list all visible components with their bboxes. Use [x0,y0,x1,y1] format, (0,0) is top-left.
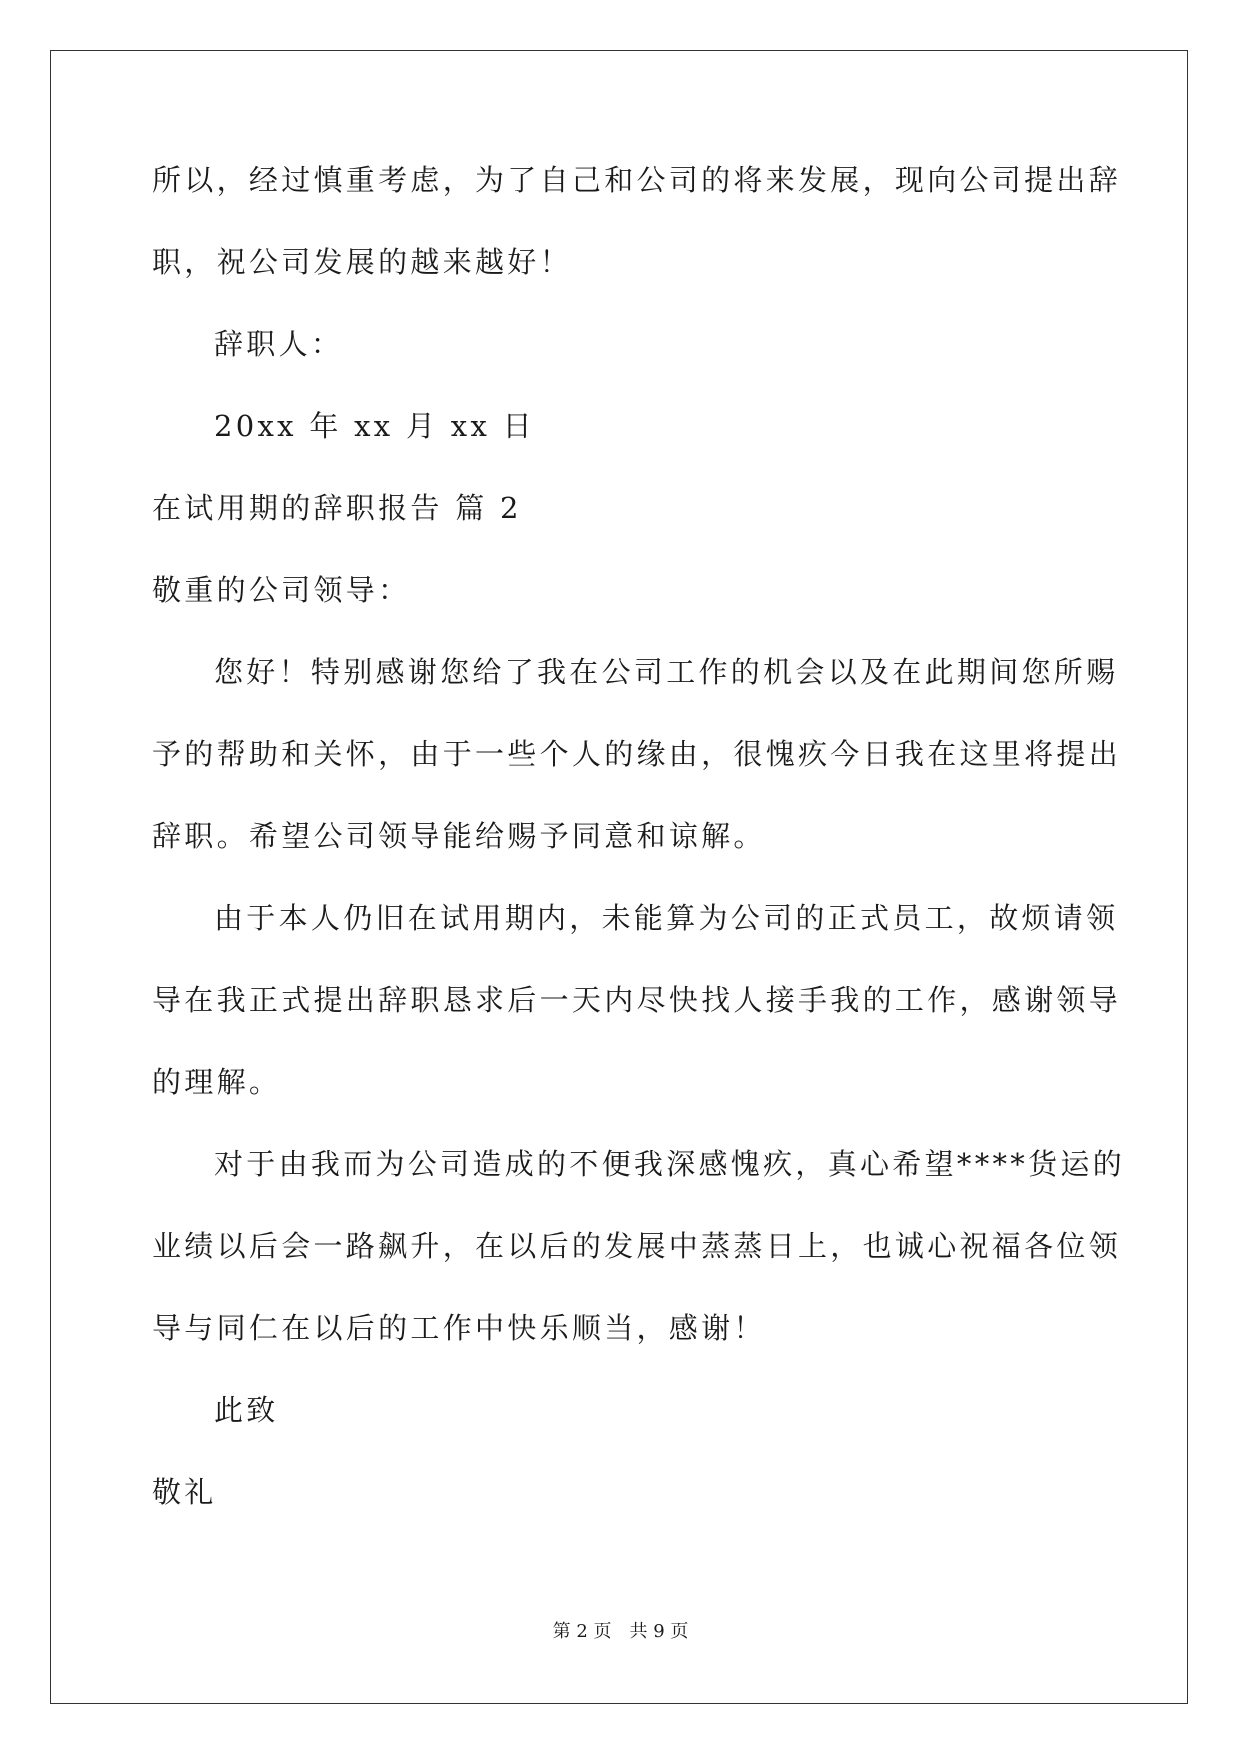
paragraph-line: 对于由我而为公司造成的不便我深感愧疚，真心希望****货运的 [214,1147,1126,1181]
paragraph-line: 业绩以后会一路飙升，在以后的发展中蒸蒸日上，也诚心祝福各位领 [152,1229,1122,1263]
date-line: 20xx 年 xx 月 xx 日 [214,409,535,443]
paragraph-line: 您好！特别感谢您给了我在公司工作的机会以及在此期间您所赐 [214,655,1119,689]
paragraph-line: 导与同仁在以后的工作中快乐顺当，感谢！ [152,1311,766,1345]
salutation: 敬重的公司领导： [152,573,411,607]
page-border [50,50,1188,1704]
closing-phrase: 此致 [214,1393,279,1427]
closing-salute: 敬礼 [152,1475,217,1509]
section-title: 在试用期的辞职报告 篇 2 [152,491,522,525]
paragraph-line: 导在我正式提出辞职恳求后一天内尽快找人接手我的工作，感谢领导 [152,983,1122,1017]
paragraph-line: 所以，经过慎重考虑，为了自己和公司的将来发展，现向公司提出辞 [152,163,1122,197]
paragraph-line: 辞职。希望公司领导能给赐予同意和谅解。 [152,819,766,853]
paragraph-line: 的理解。 [152,1065,282,1099]
page-total: 共 9 页 [629,1621,689,1642]
page-footer [0,1620,1241,1644]
paragraph-line: 予的帮助和关怀，由于一些个人的缘由，很愧疚今日我在这里将提出 [152,737,1122,771]
paragraph-line: 由于本人仍旧在试用期内，未能算为公司的正式员工，故烦请领 [214,901,1119,935]
signature-label: 辞职人： [214,327,344,361]
page-number: 第 2 页 [552,1621,612,1642]
paragraph-line: 职，祝公司发展的越来越好！ [152,245,572,279]
